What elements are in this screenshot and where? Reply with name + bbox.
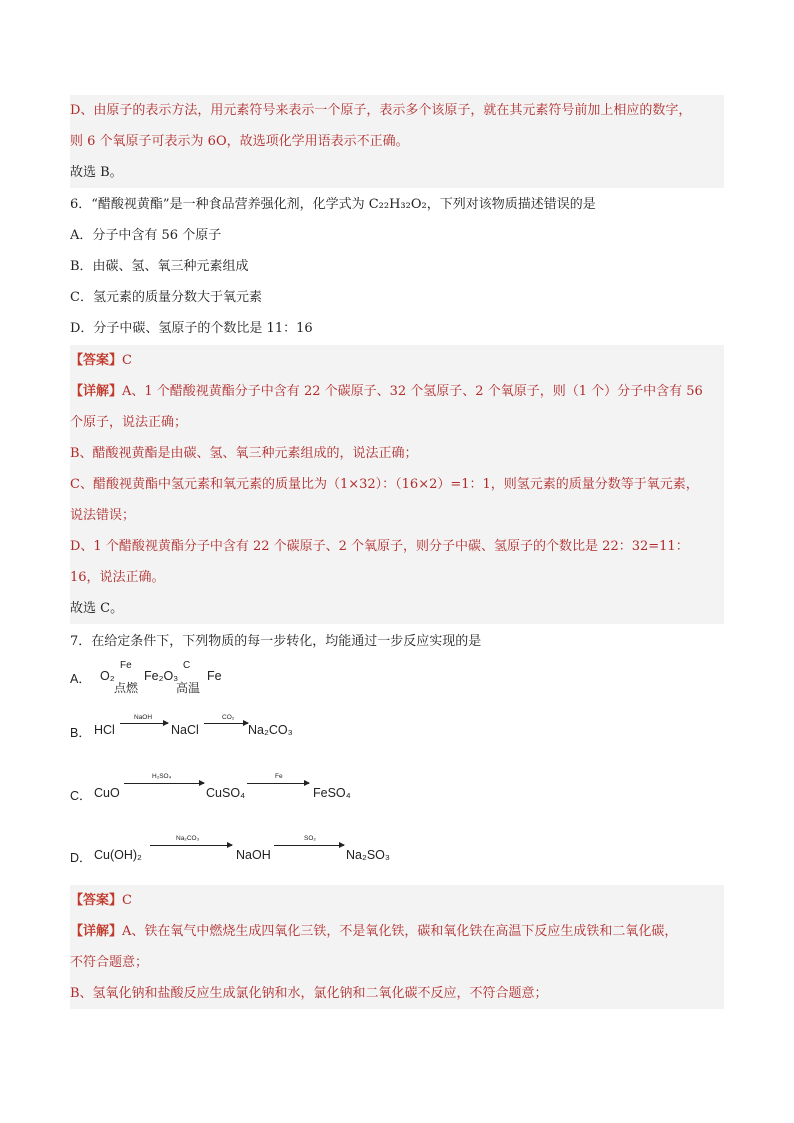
species: Fe	[207, 669, 222, 683]
q7-detail-line: 不符合题意；	[70, 947, 724, 978]
q6-option-b: B．由碳、氢、氧三种元素组成	[70, 259, 249, 274]
species: Na₂SO₃	[346, 848, 390, 862]
q7-detail-line	[70, 916, 724, 947]
reaction-condition: Fe	[275, 773, 283, 780]
reaction-condition: Na₂CO₃	[176, 835, 200, 842]
q6-option-c: C．氢元素的质量分数大于氧元素	[70, 290, 262, 305]
reaction-arrow	[150, 845, 232, 846]
detail-tag: 【详解】	[70, 384, 123, 399]
reaction-condition-bottom: 点燃	[114, 681, 139, 695]
reaction-condition: SO₂	[304, 835, 316, 842]
reaction-condition-top: Fe	[120, 660, 132, 671]
species: HCl	[94, 723, 115, 737]
analysis-line: D、由原子的表示方法，用元素符号来表示一个原子，表示多个该原子，就在其元素符号前加上相应的数字，	[70, 95, 724, 126]
analysis-line: 则 6 个氧原子可表示为 6O，故选项化学用语表示不正确。	[70, 126, 724, 157]
detail-tag: 【详解】	[70, 924, 123, 939]
q6-detail-line: B、醋酸视黄酯是由碳、氢、氧三种元素组成的，说法正确；	[70, 438, 724, 469]
q6-detail-line: D、1 个醋酸视黄酯分子中含有 22 个碳原子、2 个氧原子，则分子中碳、氢原子的个数比是 22：32=11：	[70, 531, 724, 562]
option-label: D．	[70, 851, 92, 865]
reaction-condition: CO₂	[222, 714, 235, 721]
q6-detail-line: 16，说法正确。	[70, 562, 724, 593]
detail-text: A、铁在氧气中燃烧生成四氧化三铁，不是氧化铁，碳和氧化铁在高温下反应生成铁和二氧化碳，	[122, 924, 678, 939]
answer-tag: 【答案】	[70, 893, 123, 908]
reaction-condition-bottom: 高温	[176, 681, 201, 695]
species: NaOH	[236, 848, 271, 862]
species: Fe₂O₃	[144, 669, 179, 683]
species: NaCl	[171, 723, 199, 737]
species: Cu(OH)₂	[94, 848, 142, 862]
species: FeSO₄	[313, 786, 351, 800]
reaction-arrow	[124, 783, 204, 784]
species: Na₂CO₃	[248, 723, 293, 737]
option-label: B．	[70, 726, 91, 740]
q6-detail-line	[70, 376, 724, 407]
q6-detail-line: C、醋酸视黄酯中氢元素和氧元素的质量比为（1×32）：（16×2）=1：1，则氢元素的质量分数等于氧元素，	[70, 469, 724, 500]
question-6-stem: 6．“醋酸视黄酯”是一种食品营养强化剂，化学式为 C₂₂H₃₂O₂，下列对该物质描述错误的是	[70, 197, 596, 212]
answer-value: C	[122, 353, 132, 368]
answer-value: C	[122, 893, 132, 908]
reaction-arrow	[204, 723, 248, 724]
reaction-condition-top: C	[183, 660, 191, 671]
reaction-arrow	[274, 845, 344, 846]
q7-option-d	[70, 835, 724, 875]
q7-option-b	[70, 712, 724, 752]
q6-option-d: D．分子中碳、氢原子的个数比是 11：16	[70, 321, 313, 336]
q6-detail-line: 说法错误；	[70, 500, 724, 531]
reaction-arrow	[247, 783, 309, 784]
question-7-stem: 7．在给定条件下，下列物质的每一步转化，均能通过一步反应实现的是	[70, 634, 482, 649]
species: O₂	[100, 669, 115, 683]
reaction-condition: H₂SO₄	[152, 773, 172, 780]
q7-detail-line: B、氢氧化钠和盐酸反应生成氯化钠和水，氯化钠和二氧化碳不反应，不符合题意；	[70, 978, 724, 1009]
reaction-arrow	[120, 723, 168, 724]
q6-option-a: A．分子中含有 56 个原子	[70, 228, 222, 243]
species: CuSO₄	[206, 786, 246, 800]
species: CuO	[94, 786, 120, 800]
answer-tag: 【答案】	[70, 353, 123, 368]
q7-option-a	[70, 658, 724, 698]
q7-answer	[70, 885, 724, 916]
q6-detail-line: 个原子，说法正确；	[70, 407, 724, 438]
option-label: A．	[70, 672, 91, 686]
reaction-condition: NaOH	[134, 714, 153, 721]
detail-text: A、1 个醋酸视黄酯分子中含有 22 个碳原子、32 个氢原子、2 个氧原子，则（1 个）分子中含有 56	[122, 384, 703, 399]
option-label: C．	[70, 789, 92, 803]
q7-option-c	[70, 772, 724, 812]
q6-answer	[70, 345, 724, 376]
q6-conclusion: 故选 C。	[70, 593, 724, 624]
conclusion-line: 故选 B。	[70, 157, 724, 188]
